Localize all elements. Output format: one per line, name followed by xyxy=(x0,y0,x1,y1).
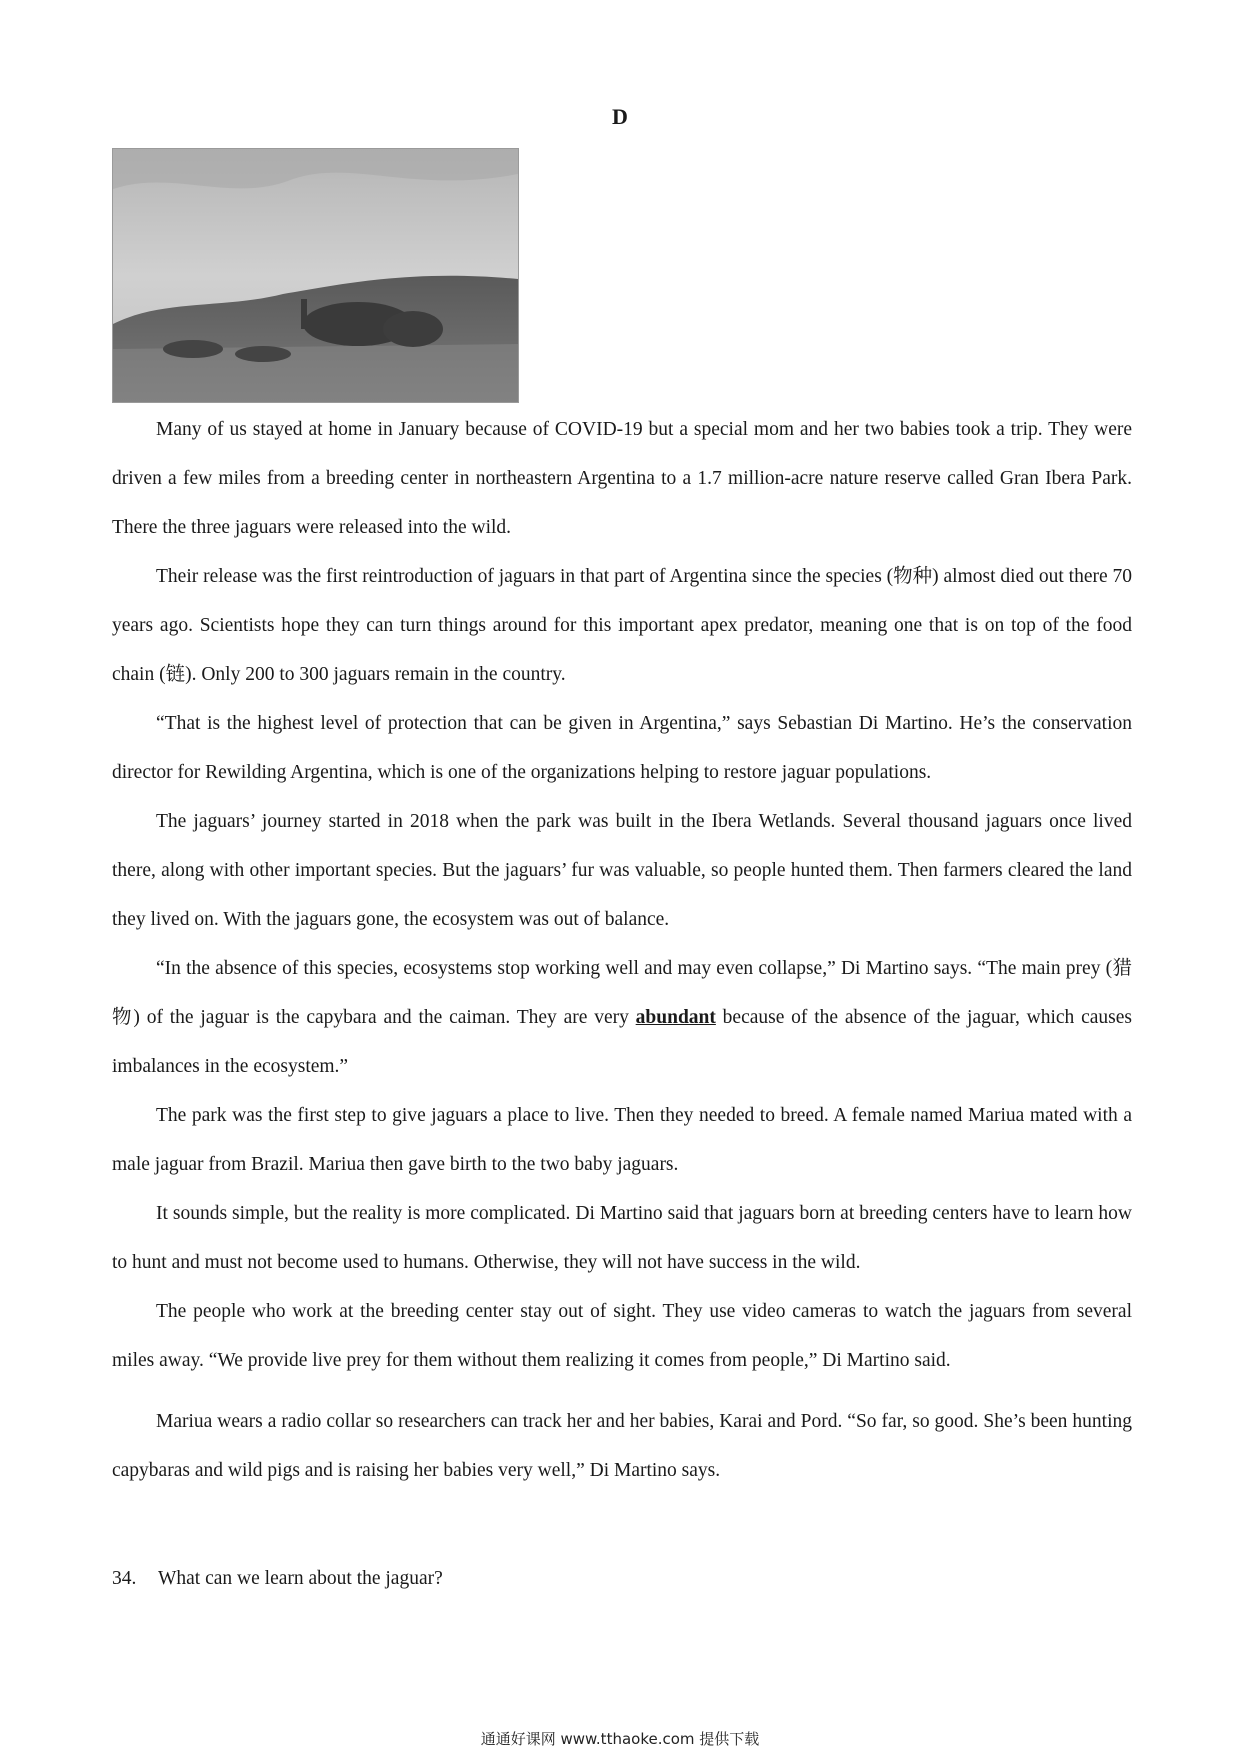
article-body xyxy=(112,405,1132,1495)
jaguar-photo xyxy=(112,148,519,403)
abundant-word: abundant xyxy=(635,1007,716,1028)
paragraph-2: Their release was the first reintroduction of jaguars in that part of Argentina since the species (物种) almost died out there 70 years ago. Scientists hope they can turn things around for this important apex predator, meaning one that is on top of the food chain (链). Only 200 to 300 jaguars remain in the country. xyxy=(112,566,1132,685)
paragraph-5-after: because of the absence of the jaguar, which causes imbalances in the ecosystem.” xyxy=(112,1007,1133,1077)
paragraph-5 xyxy=(112,944,1132,1091)
paragraph-8: The people who work at the breeding center stay out of sight. They use video cameras to watch the jaguars from several miles away. “We provide live prey for them without them realizing it comes from people,” Di Martino said. xyxy=(112,1301,1132,1371)
paragraph-6: The park was the first step to give jaguars a place to live. Then they needed to breed. A female named Mariua mated with a male jaguar from Brazil. Mariua then gave birth to the two baby jaguars. xyxy=(112,1105,1132,1175)
document-page: D Many of us stayed at home in January because of COVID-19 but a special mom and her two babies took a trip. They were driven a few miles from a breeding center in northeastern Argentina to a 1.7 million-acre nature reserve called Gran Ibera Park. There the three jaguars were released into the wild. Their release was the first reintroduction of jaguars in that part of Argentina since the species (物种) almost died out there 70 years ago. Scientists hope they can turn things around for this important apex predator, meaning one that is on top of the food chain (链). Only 200 to 300 jaguars remain in the country. “That is the highest level of protection that can be given in Argentina,” says Sebastian Di Martino. He’s the conservation director for Rewilding Argentina, which is one of the organizations helping to restore jaguar populations. The jaguars’ journey started in 2018 when the park was built in the Ibera Wetlands. Several thousand jaguars once lived there, along with other important species. But the jaguars’ fur was valuable, so people hunted them. Then farmers cleared the land they lived on. With the jaguars gone, the ecosystem was out of balance. “In the absence of this species, ecosystems stop working well and may even collapse,” Di Martino says. “The main prey (猎物) of the jaguar is the capybara and the caiman. They are very abundant because of the absence of the jaguar, which causes imbalances in the ecosystem.” The park was the first step to give jaguars a place to live. Then they needed to breed. A female named Mariua mated with a male jaguar from Brazil. Mariua then gave birth to the two baby jaguars. It sounds simple, but the reality is more complicated. Di Martino said that jaguars born at breeding centers have to learn how to hunt and must not become used to humans. Otherwise, they will not have success in the wild. The people who work at the breeding center stay out of sight. They use video cameras to watch the jaguars from several miles away. “We provide live prey for them without them realizing it comes from people,” Di Martino said. Mariua wears a radio collar so researchers can track her and her babies, Karai and Pord. “So far, so good. She’s been hunting capybaras and wild pigs and is raising her babies very well,” Di Martino says. 34. What can we learn about the jaguar? 通通好课网 www.tthaoke.com 提供下载 xyxy=(0,0,1240,1754)
paragraph-4: The jaguars’ journey started in 2018 when the park was built in the Ibera Wetlands. Several thousand jaguars once lived there, along with other important species. But the jaguars’ fur was valuable, so people hunted them. Then farmers cleared the land they lived on. With the jaguars gone, the ecosystem was out of balance. xyxy=(112,811,1132,930)
paragraph-9: Mariua wears a radio collar so researchers can track her and her babies, Karai and Pord. “So far, so good. She’s been hunting capybaras and wild pigs and is raising her babies very well,” Di Martino says. xyxy=(112,1411,1132,1481)
question-number: 34. xyxy=(112,1568,137,1589)
paragraph-7: It sounds simple, but the reality is more complicated. Di Martino said that jaguars born at breeding centers have to learn how to hunt and must not become used to humans. Otherwise, they will not have success in the wild. xyxy=(112,1203,1132,1273)
paragraph-5-before: “In the absence of this species, ecosystems stop working well and may even collapse,” Di Martino says. “The main prey (猎物) of the jaguar is the capybara and the caiman. They are very xyxy=(112,958,1132,1028)
paragraph-1: Many of us stayed at home in January because of COVID-19 but a special mom and her two babies took a trip. They were driven a few miles from a breeding center in northeastern Argentina to a 1.7 million-acre nature reserve called Gran Ibera Park. There the three jaguars were released into the wild. xyxy=(112,419,1132,538)
paragraph-3: “That is the highest level of protection that can be given in Argentina,” says Sebastian Di Martino. He’s the conservation director for Rewilding Argentina, which is one of the organizations helping to restore jaguar populations. xyxy=(112,713,1132,783)
question-text: What can we learn about the jaguar? xyxy=(158,1568,443,1589)
page-footer: 通通好课网 www.tthaoke.com 提供下载 xyxy=(480,1730,760,1748)
question-34 xyxy=(112,1568,443,1590)
